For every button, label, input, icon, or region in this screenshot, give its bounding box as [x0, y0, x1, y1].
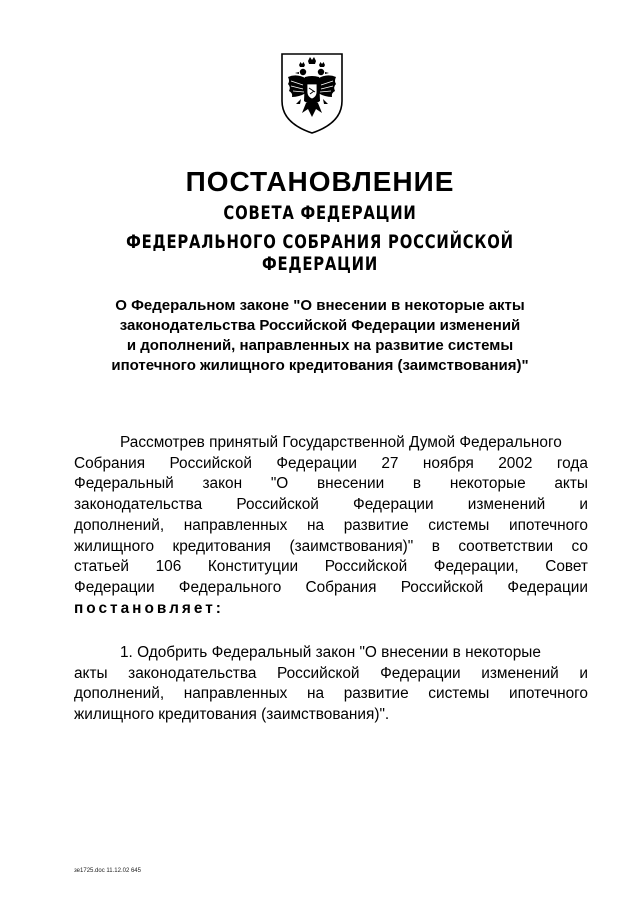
- paragraph-line: 1. Одобрить Федеральный закон "О внесении в некоторые: [120, 644, 541, 661]
- resolves-keyword: постановляет:: [74, 599, 224, 617]
- subject-line: О Федеральном законе "О внесении в некоторые акты: [115, 297, 525, 314]
- document-subtitle-council: СОВЕТА ФЕДЕРАЦИИ: [223, 202, 417, 224]
- clause-1-paragraph: [74, 643, 588, 726]
- paragraph-line: акты законодательства Российской Федерации изменений и: [74, 664, 588, 682]
- paragraph-line: [74, 599, 588, 620]
- paragraph-line: Собрания Российской Федерации 27 ноября 2002 года: [74, 454, 588, 472]
- paragraph-line: Федеральный закон "О внесении в некоторые акты: [74, 475, 588, 493]
- paragraph-line: дополнений, направленных на развитие системы ипотечного: [74, 685, 588, 703]
- coat-of-arms-emblem: [279, 51, 345, 135]
- paragraph-line: Рассмотрев принятый Государственной Думой Федерального: [120, 434, 562, 451]
- subject-line: законодательства Российской Федерации изменений: [119, 317, 521, 334]
- resolution-subject: [60, 296, 580, 376]
- subject-line: и дополнений, направленных на развитие системы: [126, 337, 514, 354]
- document-title: ПОСТАНОВЛЕНИЕ: [185, 166, 455, 197]
- paragraph-line: законодательства Российской Федерации изменений и: [74, 496, 588, 514]
- subject-line: ипотечного жилищного кредитования (заимствования)": [111, 357, 529, 374]
- paragraph-line: жилищного кредитования (заимствования)" в соответствии со: [74, 537, 588, 555]
- document-subtitle-assembly: ФЕДЕРАЛЬНОГО СОБРАНИЯ РОССИЙСКОЙ ФЕДЕРАЦИИ: [126, 231, 514, 275]
- paragraph-line: дополнений, направленных на развитие системы ипотечного: [74, 516, 588, 534]
- document-footer-code: зе1725.doc 11.12.02 645: [74, 868, 141, 874]
- paragraph-line: Федерации Федерального Собрания Российской Федерации: [74, 578, 588, 596]
- preamble-paragraph: [74, 433, 588, 619]
- paragraph-line: жилищного кредитования (заимствования)".: [74, 706, 390, 724]
- paragraph-line: статьей 106 Конституции Российской Федерации, Совет: [74, 558, 588, 576]
